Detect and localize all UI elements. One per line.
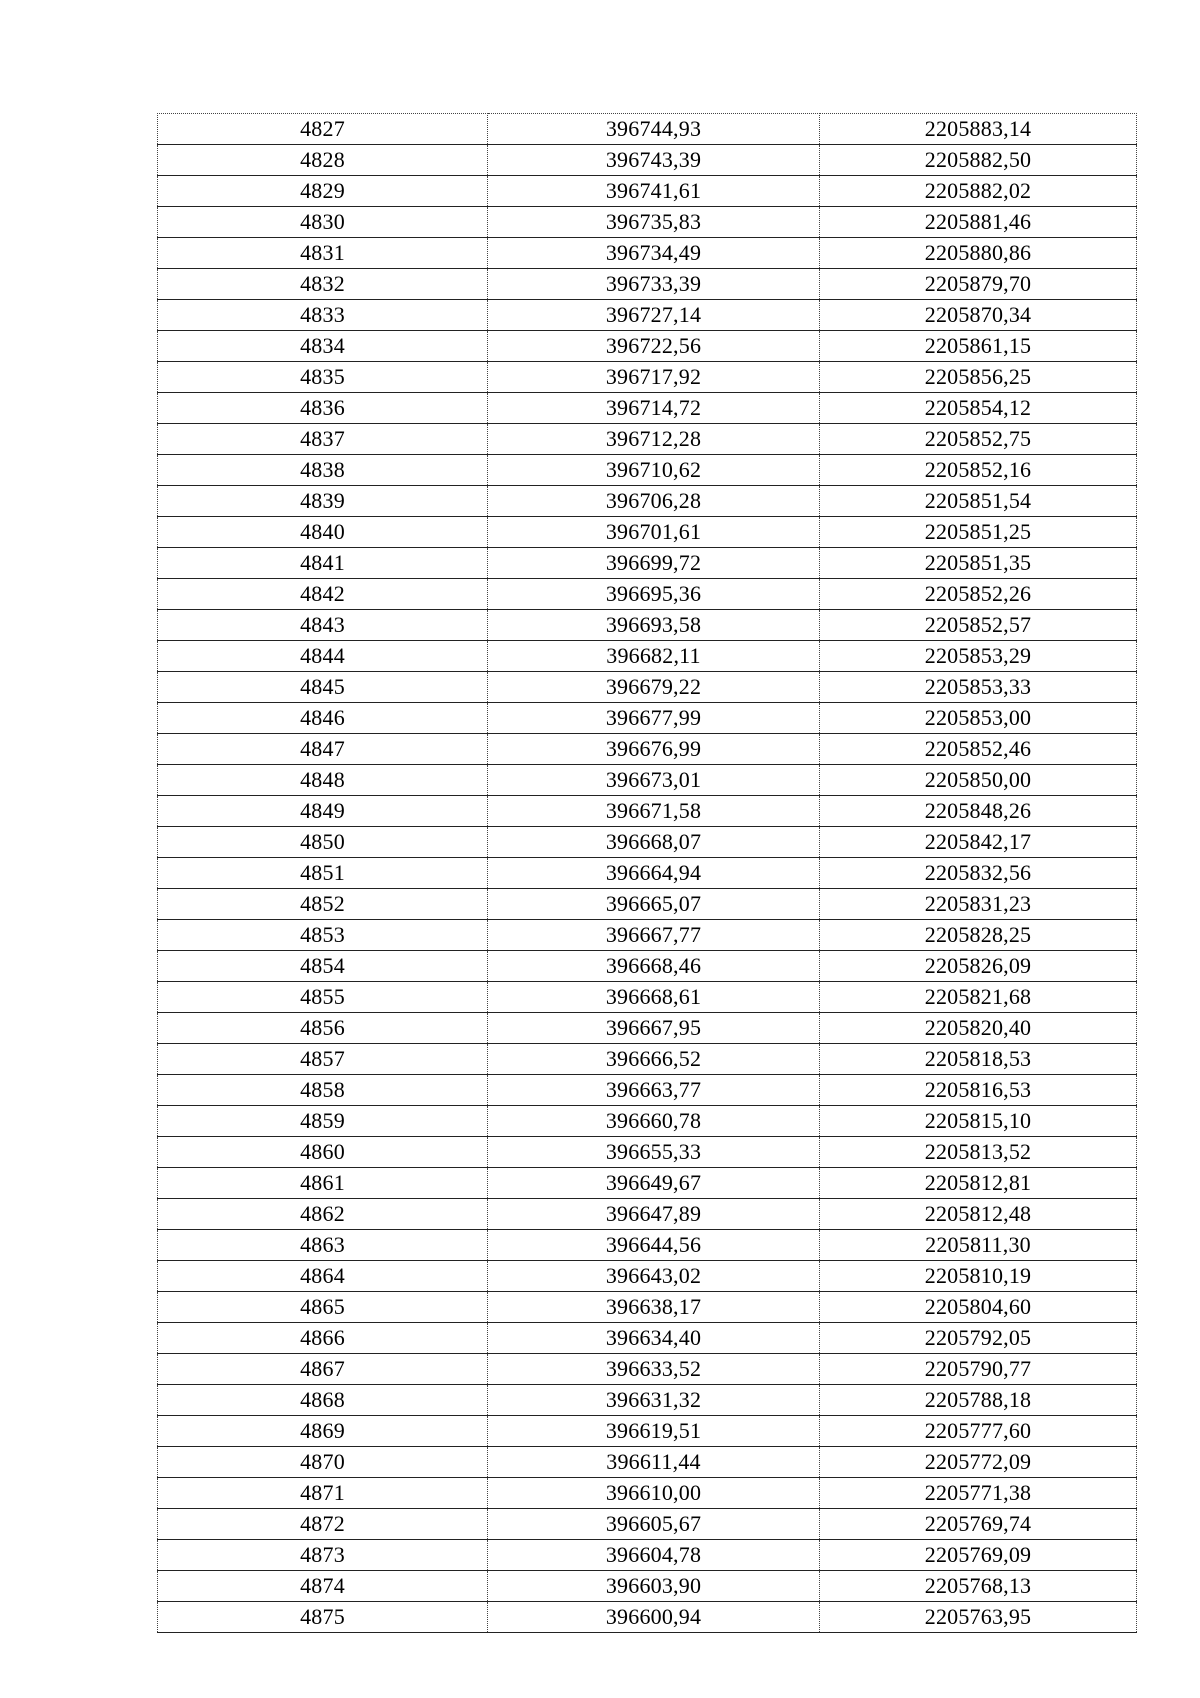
- x-coordinate-cell: 396668,46: [488, 951, 820, 982]
- point-number-cell: 4849: [158, 796, 488, 827]
- table-row: [158, 1292, 1137, 1323]
- y-coordinate-cell: 2205842,17: [820, 827, 1137, 858]
- x-coordinate-cell: 396693,58: [488, 610, 820, 641]
- y-coordinate-cell: 2205777,60: [820, 1416, 1137, 1447]
- x-coordinate-cell: 396744,93: [488, 114, 820, 145]
- x-coordinate-cell: 396679,22: [488, 672, 820, 703]
- y-coordinate-cell: 2205856,25: [820, 362, 1137, 393]
- table-row: [158, 951, 1137, 982]
- point-number-cell: 4864: [158, 1261, 488, 1292]
- table-row: [158, 424, 1137, 455]
- table-row: [158, 920, 1137, 951]
- y-coordinate-cell: 2205879,70: [820, 269, 1137, 300]
- point-number-cell: 4843: [158, 610, 488, 641]
- table-row: [158, 858, 1137, 889]
- y-coordinate-cell: 2205810,19: [820, 1261, 1137, 1292]
- point-number-cell: 4868: [158, 1385, 488, 1416]
- table-row: [158, 1478, 1137, 1509]
- point-number-cell: 4853: [158, 920, 488, 951]
- y-coordinate-cell: 2205811,30: [820, 1230, 1137, 1261]
- y-coordinate-cell: 2205790,77: [820, 1354, 1137, 1385]
- table-row: [158, 1571, 1137, 1602]
- point-number-cell: 4858: [158, 1075, 488, 1106]
- point-number-cell: 4867: [158, 1354, 488, 1385]
- point-number-cell: 4854: [158, 951, 488, 982]
- y-coordinate-cell: 2205812,81: [820, 1168, 1137, 1199]
- point-number-cell: 4860: [158, 1137, 488, 1168]
- point-number-cell: 4869: [158, 1416, 488, 1447]
- y-coordinate-cell: 2205818,53: [820, 1044, 1137, 1075]
- x-coordinate-cell: 396733,39: [488, 269, 820, 300]
- point-number-cell: 4850: [158, 827, 488, 858]
- table-row: [158, 1540, 1137, 1571]
- y-coordinate-cell: 2205828,25: [820, 920, 1137, 951]
- table-row: [158, 796, 1137, 827]
- point-number-cell: 4832: [158, 269, 488, 300]
- x-coordinate-cell: 396664,94: [488, 858, 820, 889]
- x-coordinate-cell: 396663,77: [488, 1075, 820, 1106]
- y-coordinate-cell: 2205870,34: [820, 300, 1137, 331]
- point-number-cell: 4855: [158, 982, 488, 1013]
- point-number-cell: 4836: [158, 393, 488, 424]
- table-row: [158, 610, 1137, 641]
- point-number-cell: 4842: [158, 579, 488, 610]
- table-row: [158, 1447, 1137, 1478]
- y-coordinate-cell: 2205788,18: [820, 1385, 1137, 1416]
- coordinate-table-page: [157, 113, 1136, 1633]
- x-coordinate-cell: 396644,56: [488, 1230, 820, 1261]
- y-coordinate-cell: 2205853,33: [820, 672, 1137, 703]
- point-number-cell: 4873: [158, 1540, 488, 1571]
- y-coordinate-cell: 2205771,38: [820, 1478, 1137, 1509]
- table-row: [158, 393, 1137, 424]
- table-row: [158, 1509, 1137, 1540]
- point-number-cell: 4845: [158, 672, 488, 703]
- y-coordinate-cell: 2205820,40: [820, 1013, 1137, 1044]
- table-row: [158, 734, 1137, 765]
- table-row: [158, 1137, 1137, 1168]
- point-number-cell: 4851: [158, 858, 488, 889]
- x-coordinate-cell: 396734,49: [488, 238, 820, 269]
- table-row: [158, 765, 1137, 796]
- table-row: [158, 1416, 1137, 1447]
- table-row: [158, 176, 1137, 207]
- y-coordinate-cell: 2205852,46: [820, 734, 1137, 765]
- x-coordinate-cell: 396727,14: [488, 300, 820, 331]
- y-coordinate-cell: 2205852,75: [820, 424, 1137, 455]
- y-coordinate-cell: 2205853,29: [820, 641, 1137, 672]
- table-row: [158, 1323, 1137, 1354]
- point-number-cell: 4856: [158, 1013, 488, 1044]
- point-number-cell: 4857: [158, 1044, 488, 1075]
- point-number-cell: 4827: [158, 114, 488, 145]
- y-coordinate-cell: 2205861,15: [820, 331, 1137, 362]
- point-number-cell: 4852: [158, 889, 488, 920]
- table-row: [158, 114, 1137, 145]
- y-coordinate-cell: 2205821,68: [820, 982, 1137, 1013]
- point-number-cell: 4874: [158, 1571, 488, 1602]
- x-coordinate-cell: 396701,61: [488, 517, 820, 548]
- x-coordinate-cell: 396706,28: [488, 486, 820, 517]
- table-row: [158, 1044, 1137, 1075]
- x-coordinate-cell: 396665,07: [488, 889, 820, 920]
- x-coordinate-cell: 396634,40: [488, 1323, 820, 1354]
- coordinate-table: [157, 113, 1137, 1633]
- x-coordinate-cell: 396699,72: [488, 548, 820, 579]
- y-coordinate-cell: 2205812,48: [820, 1199, 1137, 1230]
- table-row: [158, 517, 1137, 548]
- point-number-cell: 4875: [158, 1602, 488, 1633]
- y-coordinate-cell: 2205853,00: [820, 703, 1137, 734]
- table-row: [158, 703, 1137, 734]
- point-number-cell: 4830: [158, 207, 488, 238]
- x-coordinate-cell: 396667,77: [488, 920, 820, 951]
- y-coordinate-cell: 2205763,95: [820, 1602, 1137, 1633]
- y-coordinate-cell: 2205832,56: [820, 858, 1137, 889]
- y-coordinate-cell: 2205831,23: [820, 889, 1137, 920]
- table-row: [158, 362, 1137, 393]
- x-coordinate-cell: 396741,61: [488, 176, 820, 207]
- y-coordinate-cell: 2205851,35: [820, 548, 1137, 579]
- table-row: [158, 1013, 1137, 1044]
- table-row: [158, 982, 1137, 1013]
- y-coordinate-cell: 2205792,05: [820, 1323, 1137, 1354]
- point-number-cell: 4863: [158, 1230, 488, 1261]
- x-coordinate-cell: 396649,67: [488, 1168, 820, 1199]
- point-number-cell: 4844: [158, 641, 488, 672]
- table-row: [158, 455, 1137, 486]
- x-coordinate-cell: 396631,32: [488, 1385, 820, 1416]
- point-number-cell: 4871: [158, 1478, 488, 1509]
- table-row: [158, 1168, 1137, 1199]
- y-coordinate-cell: 2205772,09: [820, 1447, 1137, 1478]
- y-coordinate-cell: 2205852,26: [820, 579, 1137, 610]
- x-coordinate-cell: 396667,95: [488, 1013, 820, 1044]
- y-coordinate-cell: 2205816,53: [820, 1075, 1137, 1106]
- table-row: [158, 238, 1137, 269]
- y-coordinate-cell: 2205769,74: [820, 1509, 1137, 1540]
- point-number-cell: 4835: [158, 362, 488, 393]
- x-coordinate-cell: 396643,02: [488, 1261, 820, 1292]
- x-coordinate-cell: 396673,01: [488, 765, 820, 796]
- x-coordinate-cell: 396714,72: [488, 393, 820, 424]
- y-coordinate-cell: 2205854,12: [820, 393, 1137, 424]
- table-row: [158, 145, 1137, 176]
- point-number-cell: 4841: [158, 548, 488, 579]
- point-number-cell: 4847: [158, 734, 488, 765]
- table-row: [158, 1075, 1137, 1106]
- y-coordinate-cell: 2205851,25: [820, 517, 1137, 548]
- y-coordinate-cell: 2205882,02: [820, 176, 1137, 207]
- table-row: [158, 1354, 1137, 1385]
- point-number-cell: 4829: [158, 176, 488, 207]
- table-row: [158, 672, 1137, 703]
- y-coordinate-cell: 2205883,14: [820, 114, 1137, 145]
- table-row: [158, 827, 1137, 858]
- x-coordinate-cell: 396671,58: [488, 796, 820, 827]
- point-number-cell: 4870: [158, 1447, 488, 1478]
- y-coordinate-cell: 2205852,16: [820, 455, 1137, 486]
- table-row: [158, 1261, 1137, 1292]
- table-row: [158, 269, 1137, 300]
- table-row: [158, 548, 1137, 579]
- x-coordinate-cell: 396660,78: [488, 1106, 820, 1137]
- x-coordinate-cell: 396611,44: [488, 1447, 820, 1478]
- point-number-cell: 4828: [158, 145, 488, 176]
- point-number-cell: 4840: [158, 517, 488, 548]
- y-coordinate-cell: 2205850,00: [820, 765, 1137, 796]
- x-coordinate-cell: 396610,00: [488, 1478, 820, 1509]
- point-number-cell: 4831: [158, 238, 488, 269]
- x-coordinate-cell: 396735,83: [488, 207, 820, 238]
- x-coordinate-cell: 396722,56: [488, 331, 820, 362]
- x-coordinate-cell: 396668,07: [488, 827, 820, 858]
- x-coordinate-cell: 396695,36: [488, 579, 820, 610]
- point-number-cell: 4837: [158, 424, 488, 455]
- x-coordinate-cell: 396638,17: [488, 1292, 820, 1323]
- table-row: [158, 331, 1137, 362]
- x-coordinate-cell: 396710,62: [488, 455, 820, 486]
- table-row: [158, 1230, 1137, 1261]
- table-row: [158, 579, 1137, 610]
- y-coordinate-cell: 2205768,13: [820, 1571, 1137, 1602]
- point-number-cell: 4839: [158, 486, 488, 517]
- y-coordinate-cell: 2205826,09: [820, 951, 1137, 982]
- y-coordinate-cell: 2205848,26: [820, 796, 1137, 827]
- x-coordinate-cell: 396677,99: [488, 703, 820, 734]
- point-number-cell: 4861: [158, 1168, 488, 1199]
- x-coordinate-cell: 396604,78: [488, 1540, 820, 1571]
- point-number-cell: 4838: [158, 455, 488, 486]
- x-coordinate-cell: 396600,94: [488, 1602, 820, 1633]
- x-coordinate-cell: 396619,51: [488, 1416, 820, 1447]
- y-coordinate-cell: 2205852,57: [820, 610, 1137, 641]
- point-number-cell: 4866: [158, 1323, 488, 1354]
- x-coordinate-cell: 396717,92: [488, 362, 820, 393]
- x-coordinate-cell: 396666,52: [488, 1044, 820, 1075]
- table-row: [158, 1385, 1137, 1416]
- y-coordinate-cell: 2205881,46: [820, 207, 1137, 238]
- coordinate-table-body: [158, 114, 1137, 1633]
- table-row: [158, 641, 1137, 672]
- point-number-cell: 4848: [158, 765, 488, 796]
- y-coordinate-cell: 2205851,54: [820, 486, 1137, 517]
- x-coordinate-cell: 396743,39: [488, 145, 820, 176]
- point-number-cell: 4833: [158, 300, 488, 331]
- table-row: [158, 300, 1137, 331]
- table-row: [158, 889, 1137, 920]
- table-row: [158, 1106, 1137, 1137]
- y-coordinate-cell: 2205804,60: [820, 1292, 1137, 1323]
- table-row: [158, 207, 1137, 238]
- x-coordinate-cell: 396712,28: [488, 424, 820, 455]
- y-coordinate-cell: 2205882,50: [820, 145, 1137, 176]
- x-coordinate-cell: 396676,99: [488, 734, 820, 765]
- table-row: [158, 1602, 1137, 1633]
- point-number-cell: 4862: [158, 1199, 488, 1230]
- point-number-cell: 4865: [158, 1292, 488, 1323]
- point-number-cell: 4834: [158, 331, 488, 362]
- x-coordinate-cell: 396655,33: [488, 1137, 820, 1168]
- point-number-cell: 4846: [158, 703, 488, 734]
- x-coordinate-cell: 396605,67: [488, 1509, 820, 1540]
- point-number-cell: 4859: [158, 1106, 488, 1137]
- y-coordinate-cell: 2205880,86: [820, 238, 1137, 269]
- x-coordinate-cell: 396647,89: [488, 1199, 820, 1230]
- x-coordinate-cell: 396633,52: [488, 1354, 820, 1385]
- x-coordinate-cell: 396668,61: [488, 982, 820, 1013]
- table-row: [158, 1199, 1137, 1230]
- y-coordinate-cell: 2205815,10: [820, 1106, 1137, 1137]
- x-coordinate-cell: 396603,90: [488, 1571, 820, 1602]
- y-coordinate-cell: 2205769,09: [820, 1540, 1137, 1571]
- x-coordinate-cell: 396682,11: [488, 641, 820, 672]
- table-row: [158, 486, 1137, 517]
- point-number-cell: 4872: [158, 1509, 488, 1540]
- y-coordinate-cell: 2205813,52: [820, 1137, 1137, 1168]
